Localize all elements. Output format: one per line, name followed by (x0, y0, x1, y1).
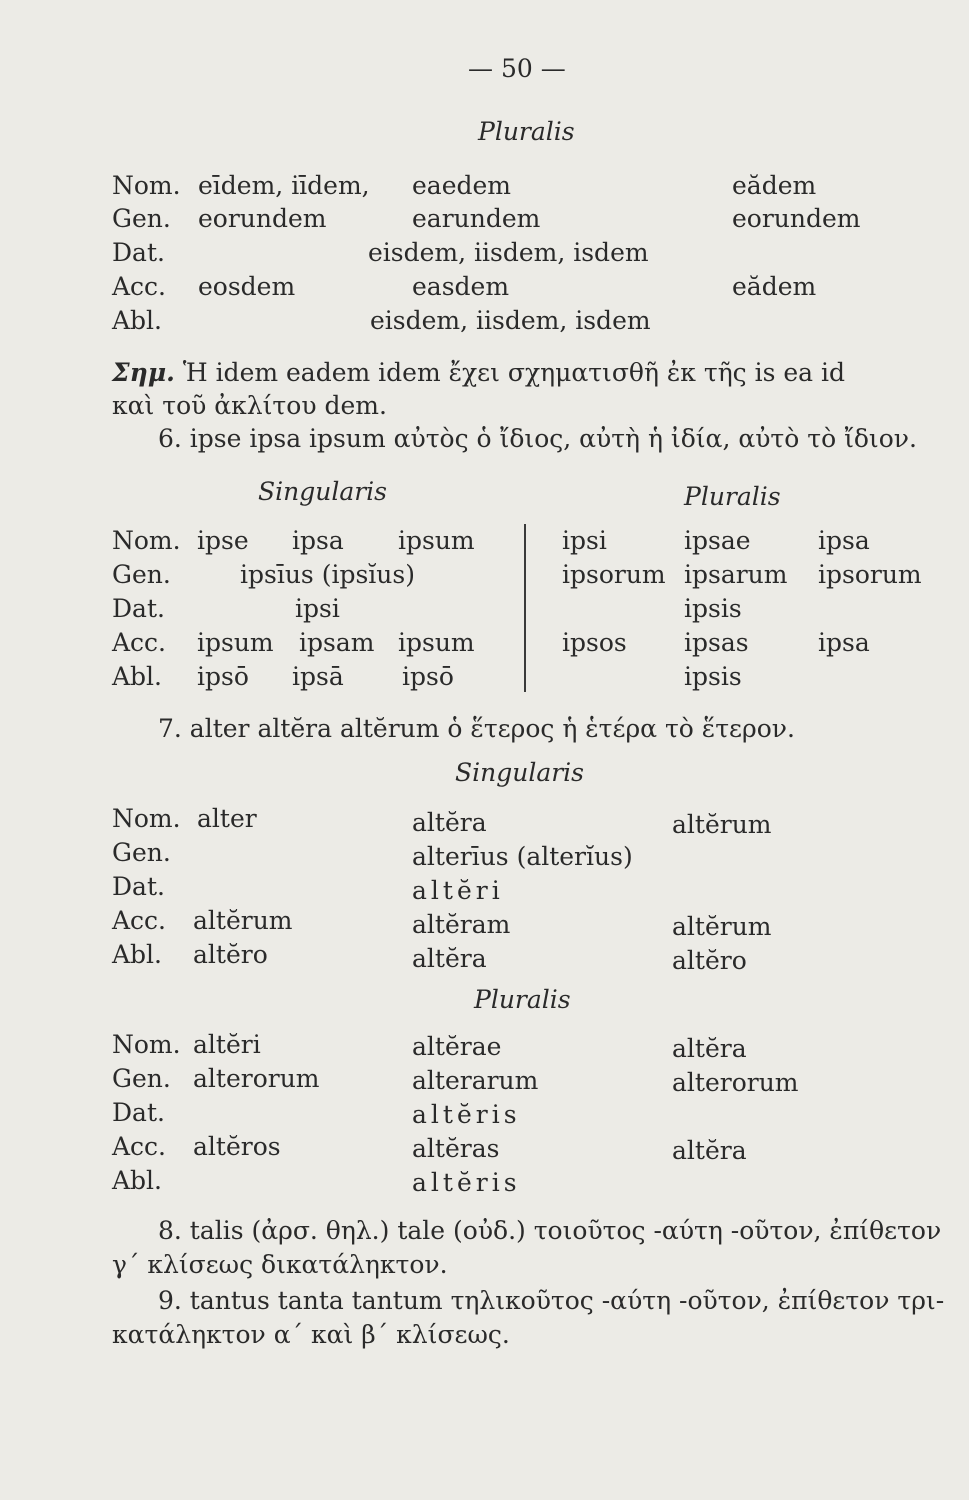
note-label: Σημ. (112, 358, 175, 387)
alter-pl-dat: altĕris (412, 1100, 521, 1129)
ipse-pl-masc-nom: ipsi (562, 526, 607, 555)
item8-line-2: γ΄ κλίσεως δικατάληκτον. (112, 1250, 448, 1279)
ipse-sg-masc-abl: ipsō (197, 662, 249, 691)
idem-dat: eisdem, iisdem, isdem (368, 238, 649, 267)
note-line-2: καὶ τοῦ ἀκλίτου dem. (112, 391, 387, 420)
case-label: Dat. (112, 872, 165, 901)
idem-masc-gen: eorundem (198, 204, 327, 233)
alter-sg-masc-acc: altĕrum (193, 906, 293, 935)
case-label: Abl. (112, 1166, 162, 1195)
pluralis-heading-7: Pluralis (474, 985, 571, 1014)
alter-sg-fem-nom: altĕra (412, 808, 487, 837)
case-label: Acc. (112, 272, 167, 301)
ipse-pl-neut-gen: ipsorum (818, 560, 922, 589)
ipse-sg-masc-acc: ipsum (197, 628, 274, 657)
idem-abl: eisdem, iisdem, isdem (370, 306, 651, 335)
note-line-1 (112, 358, 845, 388)
item9-line-2: κατάληκτον α΄ καὶ β΄ κλίσεως. (112, 1320, 510, 1349)
ipse-pl-fem-acc: ipsas (684, 628, 749, 657)
ipse-pl-abl: ipsis (684, 662, 742, 691)
page-number: — 50 — (468, 54, 566, 83)
idem-masc-acc: eosdem (198, 272, 296, 301)
case-label: Gen. (112, 204, 171, 233)
pluralis-heading-6: Pluralis (684, 482, 781, 511)
case-label: Nom. (112, 804, 181, 833)
item6-line: 6. ipse ipsa ipsum αὐτὸς ὁ ἴδιος, αὐτὴ ἡ ἰδία, αὐτὸ τὸ ἴδιον. (158, 424, 917, 453)
ipse-pl-masc-acc: ipsos (562, 628, 627, 657)
alter-pl-fem-acc: altĕras (412, 1134, 500, 1163)
ipse-sg-masc-nom: ipse (197, 526, 249, 555)
idem-fem-gen: earundem (412, 204, 541, 233)
ipse-sg-fem-nom: ipsa (292, 526, 344, 555)
ipse-pl-masc-gen: ipsorum (562, 560, 666, 589)
ipse-sg-neut-acc: ipsum (398, 628, 475, 657)
case-label: Acc. (112, 628, 167, 657)
alter-sg-neut-abl: altĕro (672, 946, 747, 975)
case-label: Dat. (112, 594, 165, 623)
alter-pl-fem-nom: altĕrae (412, 1032, 502, 1061)
case-label: Nom. (112, 1030, 181, 1059)
ipse-sg-dat: ipsi (295, 594, 340, 623)
ipse-sg-neut-nom: ipsum (398, 526, 475, 555)
idem-neut-acc: eădem (732, 272, 817, 301)
item8-line-1: 8. talis (ἀρσ. θηλ.) tale (οὐδ.) τοιοῦτος -αύτη -οῦτον, ἐπίθετον (158, 1216, 942, 1245)
case-label: Gen. (112, 838, 171, 867)
ipse-sg-fem-acc: ipsam (299, 628, 375, 657)
case-label: Acc. (112, 1132, 167, 1161)
alter-pl-masc-gen: alterorum (193, 1064, 320, 1093)
case-label: Acc. (112, 906, 167, 935)
case-label: Abl. (112, 940, 162, 969)
ipse-sg-fem-abl: ipsā (292, 662, 344, 691)
alter-sg-neut-nom: altĕrum (672, 810, 772, 839)
case-label: Dat. (112, 1098, 165, 1127)
case-label: Nom. (112, 526, 181, 555)
ipse-pl-neut-acc: ipsa (818, 628, 870, 657)
case-label: Abl. (112, 662, 162, 691)
case-label: Gen. (112, 1064, 171, 1093)
alter-sg-neut-acc: altĕrum (672, 912, 772, 941)
singularis-heading-6: Singularis (258, 477, 388, 506)
case-label: Gen. (112, 560, 171, 589)
ipse-sg-gen: ipsīus (ipsĭus) (240, 560, 415, 589)
ipse-pl-neut-nom: ipsa (818, 526, 870, 555)
ipse-pl-fem-nom: ipsae (684, 526, 751, 555)
singularis-heading-7: Singularis (455, 758, 585, 787)
case-label: Nom. (112, 171, 181, 200)
pluralis-heading-1: Pluralis (478, 117, 575, 146)
ipse-sg-neut-abl: ipsō (402, 662, 454, 691)
alter-sg-gen: alterīus (alterĭus) (412, 842, 633, 871)
idem-neut-gen: eorundem (732, 204, 861, 233)
idem-neut-nom: eădem (732, 171, 817, 200)
alter-sg-dat: altĕri (412, 876, 504, 905)
item9-line-1: 9. tantus tanta tantum τηλικοῦτος -αύτη -οῦτον, ἐπίθετον τρι- (158, 1286, 945, 1315)
alter-sg-masc-abl: altĕro (193, 940, 268, 969)
alter-pl-masc-nom: altĕri (193, 1030, 261, 1059)
alter-pl-masc-acc: altĕros (193, 1132, 281, 1161)
note-text: Ἡ idem eadem idem ἔχει σχηματισθῆ ἐκ τῆς is ea id (182, 358, 846, 387)
alter-pl-neut-nom: altĕra (672, 1034, 747, 1063)
alter-pl-neut-gen: alterorum (672, 1068, 799, 1097)
ipse-pl-fem-gen: ipsarum (684, 560, 788, 589)
alter-pl-abl: altĕris (412, 1168, 521, 1197)
idem-masc-nom: eīdem, iīdem, (198, 171, 370, 200)
alter-pl-neut-acc: altĕra (672, 1136, 747, 1165)
idem-fem-nom: eaedem (412, 171, 511, 200)
alter-sg-fem-abl: altĕra (412, 944, 487, 973)
column-divider (524, 524, 526, 692)
item7-line: 7. alter altĕra altĕrum ὁ ἕτερος ἡ ἑτέρα τὸ ἕτερον. (158, 714, 795, 743)
ipse-pl-dat: ipsis (684, 594, 742, 623)
idem-fem-acc: easdem (412, 272, 510, 301)
case-label: Abl. (112, 306, 162, 335)
alter-pl-fem-gen: alterarum (412, 1066, 539, 1095)
alter-sg-masc-nom: alter (197, 804, 257, 833)
case-label: Dat. (112, 238, 165, 267)
alter-sg-fem-acc: altĕram (412, 910, 511, 939)
